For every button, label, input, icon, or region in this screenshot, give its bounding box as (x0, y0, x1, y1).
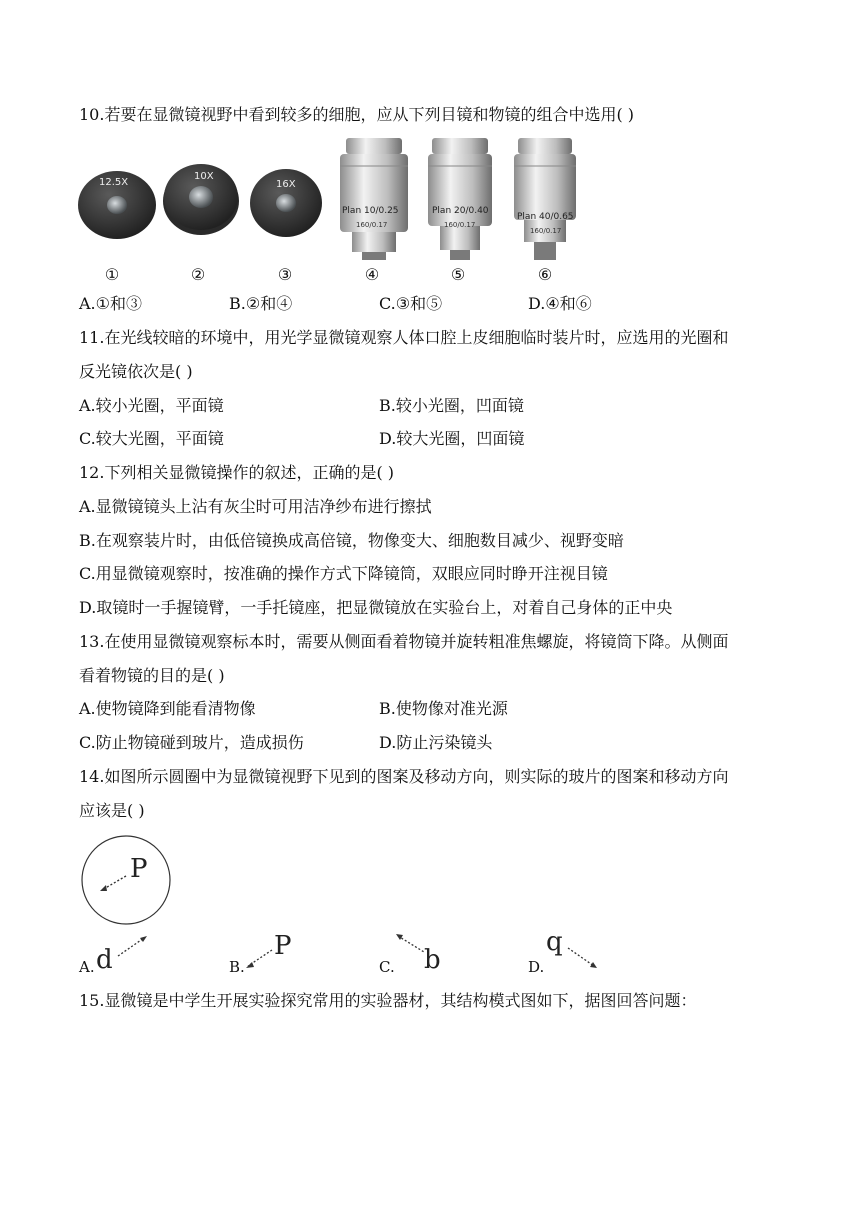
q14-stem-line1: 14.如图所示圆圈中为显微镜视野下见到的图案及移动方向，则实际的玻片的图案和移动方向 (79, 767, 729, 786)
field-arrowhead (100, 885, 107, 891)
eyepiece-1-mark: 12.5X (99, 177, 129, 188)
q10-option-a: A.①和③ (79, 294, 142, 313)
q14-option-b-label: B. (229, 958, 245, 976)
q14-option-b-figure (244, 930, 300, 972)
q14-option-c-label: C. (379, 958, 395, 976)
q13-stem-line1: 13.在使用显微镜观察标本时，需要从侧面看着物镜并旋转粗准焦螺旋，将镜筒下降。从侧面 (79, 632, 729, 651)
q14-option-c-letter: b (424, 945, 441, 972)
q15-stem: 15.显微镜是中学生开展实验探究常用的实验器材，其结构模式图如下，据图回答问题： (79, 991, 697, 1010)
q14-option-d-figure (544, 928, 600, 972)
objective-2-mark: Plan 20/0.40 (432, 206, 489, 216)
objective-3-image (510, 136, 580, 262)
label-num-6: ⑥ (537, 265, 553, 284)
label-num-1: ① (104, 265, 120, 284)
q12-option-d: D.取镜时一手握镜臂，一手托镜座，把显微镜放在实验台上，对着自己身体的正中央 (79, 598, 673, 617)
q12-option-b: B.在观察装片时，由低倍镜换成高倍镜，物像变大、细胞数目减少、视野变暗 (79, 531, 624, 550)
q14-option-a-figure (94, 932, 150, 974)
q13-option-a: A.使物镜降到能看清物像 (79, 699, 256, 718)
objective-1-image (334, 136, 414, 262)
eyepiece-3-mark: 16X (276, 179, 296, 190)
q13-option-c: C.防止物镜碰到玻片，造成损伤 (79, 733, 304, 752)
objective-3-sub: 160/0.17 (530, 227, 562, 235)
q12-option-c: C.用显微镜观察时，按准确的操作方式下降镜筒，双眼应同时睁开注视目镜 (79, 564, 608, 583)
q12-stem: 12.下列相关显微镜操作的叙述，正确的是( ) (79, 463, 395, 482)
q11-option-c: C.较大光圈，平面镜 (79, 429, 224, 448)
q14-option-b-letter: P (274, 931, 292, 961)
q12-option-a: A.显微镜镜头上沾有灰尘时可用洁净纱布进行擦拭 (79, 497, 432, 516)
q14-stem-line2: 应该是( ) (79, 801, 145, 820)
objective-2-image (424, 136, 496, 262)
q11-stem-line2: 反光镜依次是( ) (79, 362, 193, 381)
label-num-3: ③ (277, 265, 293, 284)
q11-stem-line1: 11.在光线较暗的环境中，用光学显微镜观察人体口腔上皮细胞临时装片时，应选用的光圈和 (79, 328, 729, 347)
q14-option-c-figure (394, 930, 450, 972)
objective-2-sub: 160/0.17 (444, 221, 476, 229)
microscope-field-diagram (80, 834, 172, 926)
q10-option-c: C.③和⑤ (379, 294, 443, 313)
q11-option-b: B.较小光圈，凹面镜 (379, 396, 524, 415)
field-letter: P (130, 854, 148, 884)
q13-option-d: D.防止污染镜头 (379, 733, 493, 752)
objective-1-sub: 160/0.17 (356, 221, 388, 229)
q13-option-b: B.使物像对准光源 (379, 699, 508, 718)
label-num-2: ② (190, 265, 206, 284)
q10-stem: 10.若要在显微镜视野中看到较多的细胞，应从下列目镜和物镜的组合中选用( ) (79, 105, 635, 124)
eyepiece-2-mark: 10X (194, 171, 214, 182)
q10-option-d: D.④和⑥ (528, 294, 592, 313)
q14-option-a-label: A. (79, 958, 95, 976)
label-num-5: ⑤ (450, 265, 466, 284)
objective-3-mark: Plan 40/0.65 (517, 212, 574, 222)
label-num-4: ④ (364, 265, 380, 284)
q13-stem-line2: 看着物镜的目的是( ) (79, 666, 225, 685)
q11-option-d: D.较大光圈，凹面镜 (379, 429, 525, 448)
q14-option-d-letter: q (546, 928, 563, 957)
q11-option-a: A.较小光圈，平面镜 (79, 396, 224, 415)
q10-option-b: B.②和④ (229, 294, 293, 313)
q14-option-a-letter: d (96, 945, 113, 974)
objective-1-mark: Plan 10/0.25 (342, 206, 399, 216)
q14-option-d-label: D. (528, 958, 545, 976)
